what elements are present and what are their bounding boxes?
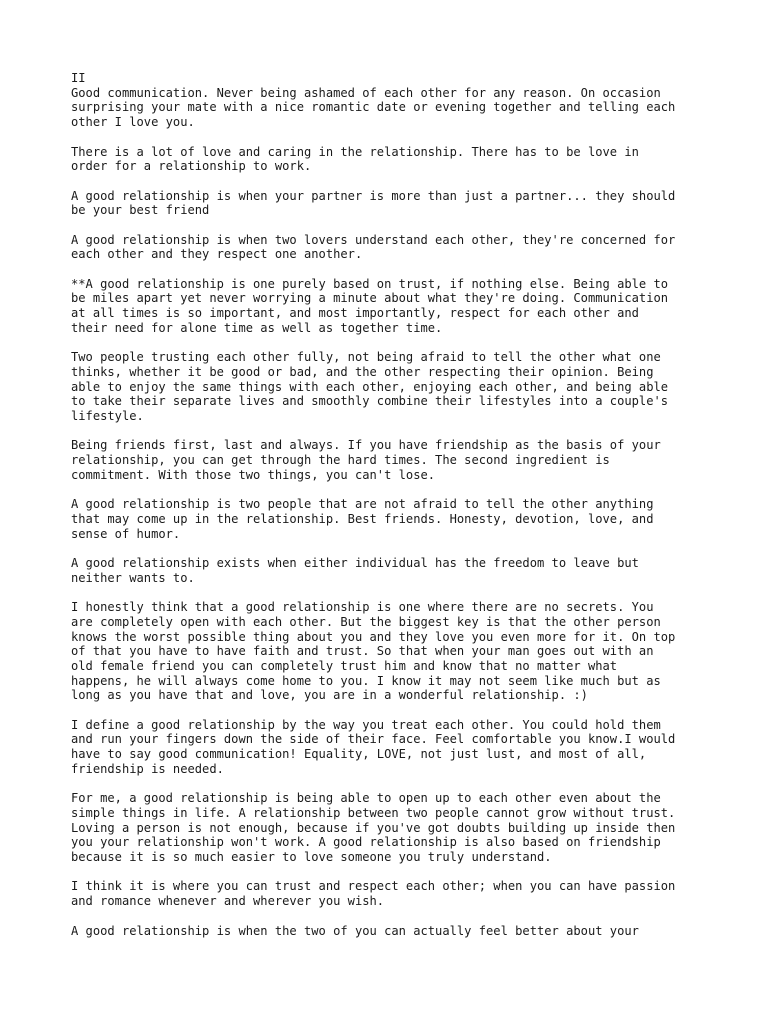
text-line: **A good relationship is one purely based on trust, if nothing else. Being able to (71, 276, 669, 291)
text-line: neither wants to. (71, 570, 195, 585)
text-line: sense of humor. (71, 526, 181, 541)
text-line: I define a good relationship by the way you treat each other. You could hold them (71, 717, 661, 732)
text-line: of that you have to have faith and trust. So that when your man goes out with an (71, 644, 654, 659)
text-line: I think it is where you can trust and respect each other; when you can have passion (71, 879, 676, 894)
text-line: and run your fingers down the side of their face. Feel comfortable you know.I would (71, 732, 676, 747)
text-line: because it is so much easier to love someone you truly understand. (71, 850, 552, 865)
text-line: happens, he will always come home to you. I know it may not seem like much but as (71, 673, 661, 688)
document-page (71, 71, 711, 953)
paragraph (71, 791, 711, 865)
paragraph (71, 233, 711, 262)
paragraph-list (71, 86, 711, 939)
text-line: A good relationship is when your partner is more than just a partner... they should (71, 188, 676, 203)
text-line: have to say good communication! Equality, LOVE, not just lust, and most of all, (71, 747, 647, 762)
paragraph (71, 556, 711, 585)
text-line: A good relationship is when two lovers understand each other, they're concerned for (71, 232, 676, 247)
text-line: are completely open with each other. But the biggest key is that the other person (71, 614, 661, 629)
text-line: surprising your mate with a nice romantic date or evening together and telling each (71, 100, 676, 115)
text-line: be miles apart yet never worrying a minute about what they're doing. Communication (71, 291, 669, 306)
text-line: There is a lot of love and caring in the relationship. There has to be love in (71, 144, 639, 159)
text-line: friendship is needed. (71, 761, 224, 776)
text-line: you your relationship won't work. A good relationship is also based on friendship (71, 835, 661, 850)
paragraph (71, 189, 711, 218)
text-line: knows the worst possible thing about you and they love you even more for it. On top (71, 629, 676, 644)
text-line: to take their separate lives and smoothly combine their lifestyles into a couple's (71, 394, 669, 409)
text-line: able to enjoy the same things with each other, enjoying each other, and being able (71, 379, 669, 394)
paragraph (71, 277, 711, 336)
text-line: Being friends first, last and always. If you have friendship as the basis of your (71, 438, 661, 453)
paragraph (71, 438, 711, 482)
text-line: lifestyle. (71, 409, 144, 424)
text-line: at all times is so important, and most importantly, respect for each other and (71, 306, 639, 321)
text-line: I honestly think that a good relationship is one where there are no secrets. You (71, 600, 654, 615)
text-line: A good relationship is two people that are not afraid to tell the other anything (71, 497, 654, 512)
text-line: A good relationship is when the two of you can actually feel better about your (71, 923, 639, 938)
text-line: and romance whenever and wherever you wish. (71, 894, 385, 909)
paragraph (71, 879, 711, 908)
text-line: old female friend you can completely trust him and know that no matter what (71, 658, 618, 673)
text-line: other I love you. (71, 115, 195, 130)
text-line: A good relationship exists when either individual has the freedom to leave but (71, 556, 639, 571)
text-line: relationship, you can get through the hard times. The second ingredient is (71, 453, 610, 468)
text-line: each other and they respect one another. (71, 247, 363, 262)
text-line: Two people trusting each other fully, not being afraid to tell the other what one (71, 350, 661, 365)
paragraph (71, 718, 711, 777)
text-line: thinks, whether it be good or bad, and the other respecting their opinion. Being (71, 364, 654, 379)
text-line: their need for alone time as well as together time. (71, 320, 443, 335)
paragraph (71, 924, 711, 939)
text-line: For me, a good relationship is being able to open up to each other even about the (71, 791, 661, 806)
text-line: be your best friend (71, 203, 210, 218)
text-line: Good communication. Never being ashamed of each other for any reason. On occasion (71, 85, 661, 100)
section-heading: II (71, 71, 86, 85)
paragraph (71, 600, 711, 703)
paragraph (71, 86, 711, 130)
text-line: that may come up in the relationship. Best friends. Honesty, devotion, love, and (71, 511, 654, 526)
text-line: simple things in life. A relationship between two people cannot grow without trust. (71, 805, 676, 820)
text-line: order for a relationship to work. (71, 159, 312, 174)
paragraph (71, 497, 711, 541)
text-line: commitment. With those two things, you can't lose. (71, 467, 436, 482)
paragraph (71, 145, 711, 174)
text-line: long as you have that and love, you are in a wonderful relationship. :) (71, 688, 588, 703)
text-line: Loving a person is not enough, because if you've got doubts building up inside then (71, 820, 676, 835)
paragraph (71, 350, 711, 424)
